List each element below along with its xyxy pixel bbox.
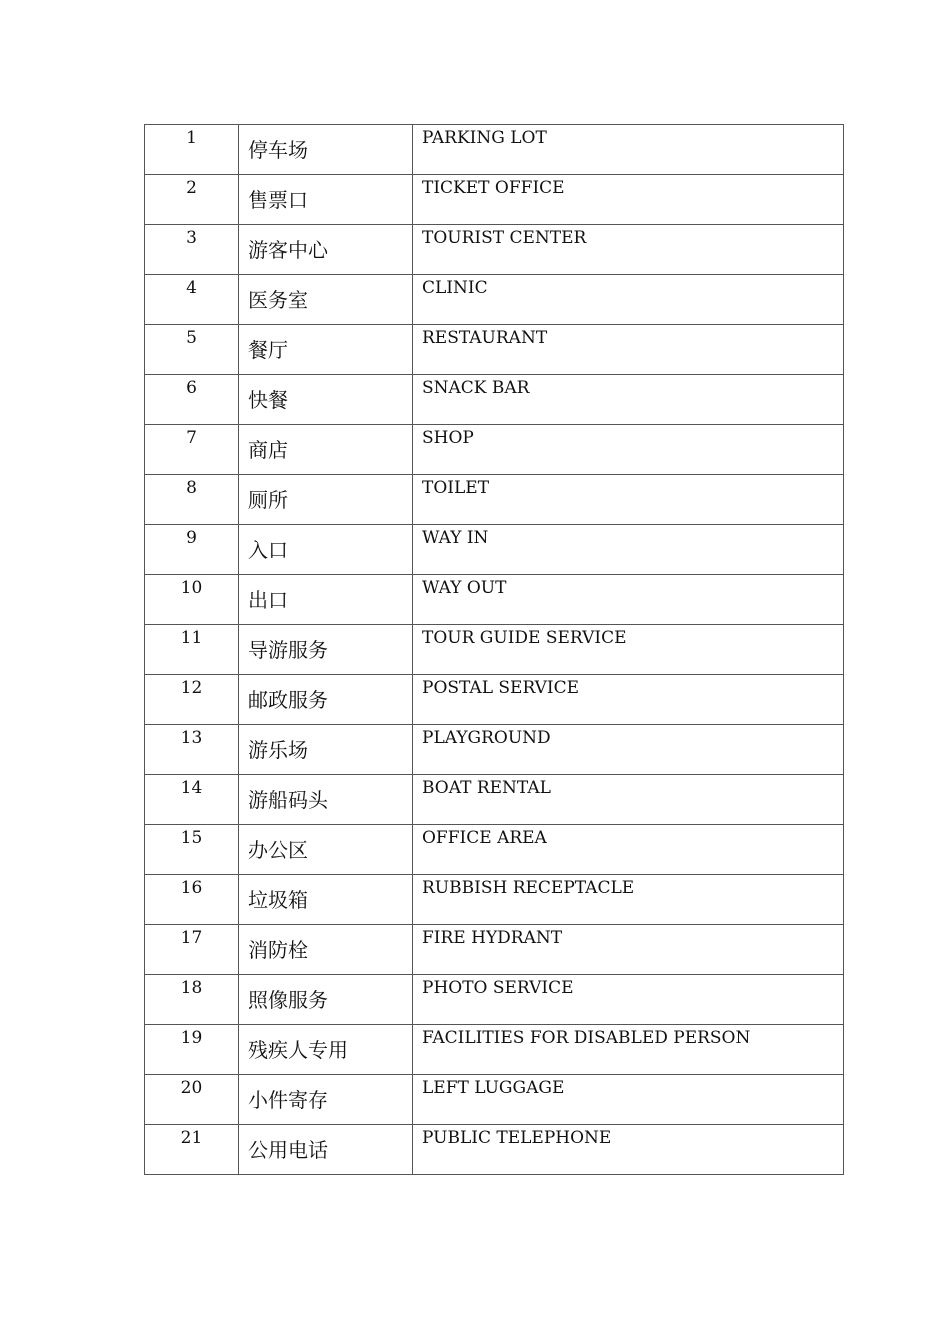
row-number: 21 <box>145 1125 239 1175</box>
english-term: BOAT RENTAL <box>413 775 844 825</box>
chinese-term: 售票口 <box>239 175 413 225</box>
english-term: FIRE HYDRANT <box>413 925 844 975</box>
table-row <box>145 725 844 775</box>
row-number: 5 <box>145 325 239 375</box>
row-number: 17 <box>145 925 239 975</box>
chinese-term: 垃圾箱 <box>239 875 413 925</box>
english-term: PHOTO SERVICE <box>413 975 844 1025</box>
chinese-term: 商店 <box>239 425 413 475</box>
chinese-term: 游乐场 <box>239 725 413 775</box>
table-row <box>145 675 844 725</box>
table-row <box>145 1075 844 1125</box>
table-row <box>145 775 844 825</box>
english-term: OFFICE AREA <box>413 825 844 875</box>
row-number: 16 <box>145 875 239 925</box>
english-term: TOILET <box>413 475 844 525</box>
english-term: SHOP <box>413 425 844 475</box>
table-row <box>145 475 844 525</box>
chinese-term: 残疾人专用 <box>239 1025 413 1075</box>
english-term: SNACK BAR <box>413 375 844 425</box>
chinese-term: 快餐 <box>239 375 413 425</box>
chinese-term: 小件寄存 <box>239 1075 413 1125</box>
english-term: PUBLIC TELEPHONE <box>413 1125 844 1175</box>
english-term: TOURIST CENTER <box>413 225 844 275</box>
english-term: RUBBISH RECEPTACLE <box>413 875 844 925</box>
english-term: TICKET OFFICE <box>413 175 844 225</box>
row-number: 6 <box>145 375 239 425</box>
sign-translation-table <box>144 124 844 1175</box>
row-number: 15 <box>145 825 239 875</box>
english-term: POSTAL SERVICE <box>413 675 844 725</box>
chinese-term: 导游服务 <box>239 625 413 675</box>
chinese-term: 游客中心 <box>239 225 413 275</box>
row-number: 19 <box>145 1025 239 1075</box>
row-number: 12 <box>145 675 239 725</box>
table-row <box>145 825 844 875</box>
chinese-term: 游船码头 <box>239 775 413 825</box>
table-row <box>145 975 844 1025</box>
english-term: WAY IN <box>413 525 844 575</box>
english-term: RESTAURANT <box>413 325 844 375</box>
row-number: 13 <box>145 725 239 775</box>
table-row <box>145 875 844 925</box>
chinese-term: 医务室 <box>239 275 413 325</box>
row-number: 4 <box>145 275 239 325</box>
table-body <box>145 125 844 1175</box>
english-term: FACILITIES FOR DISABLED PERSON <box>413 1025 844 1075</box>
english-term: PLAYGROUND <box>413 725 844 775</box>
chinese-term: 邮政服务 <box>239 675 413 725</box>
table-row <box>145 1125 844 1175</box>
row-number: 11 <box>145 625 239 675</box>
chinese-term: 出口 <box>239 575 413 625</box>
table-row <box>145 425 844 475</box>
table-row <box>145 275 844 325</box>
row-number: 3 <box>145 225 239 275</box>
chinese-term: 餐厅 <box>239 325 413 375</box>
english-term: PARKING LOT <box>413 125 844 175</box>
chinese-term: 消防栓 <box>239 925 413 975</box>
chinese-term: 照像服务 <box>239 975 413 1025</box>
table-row <box>145 575 844 625</box>
table-row <box>145 925 844 975</box>
row-number: 18 <box>145 975 239 1025</box>
table-row <box>145 375 844 425</box>
table-row <box>145 325 844 375</box>
table-row <box>145 625 844 675</box>
table-row <box>145 1025 844 1075</box>
english-term: WAY OUT <box>413 575 844 625</box>
row-number: 14 <box>145 775 239 825</box>
row-number: 10 <box>145 575 239 625</box>
english-term: CLINIC <box>413 275 844 325</box>
table-row <box>145 225 844 275</box>
row-number: 1 <box>145 125 239 175</box>
row-number: 7 <box>145 425 239 475</box>
row-number: 8 <box>145 475 239 525</box>
table-row <box>145 125 844 175</box>
chinese-term: 厕所 <box>239 475 413 525</box>
english-term: TOUR GUIDE SERVICE <box>413 625 844 675</box>
chinese-term: 停车场 <box>239 125 413 175</box>
row-number: 9 <box>145 525 239 575</box>
table-row <box>145 175 844 225</box>
row-number: 2 <box>145 175 239 225</box>
table-row <box>145 525 844 575</box>
chinese-term: 办公区 <box>239 825 413 875</box>
chinese-term: 入口 <box>239 525 413 575</box>
english-term: LEFT LUGGAGE <box>413 1075 844 1125</box>
row-number: 20 <box>145 1075 239 1125</box>
chinese-term: 公用电话 <box>239 1125 413 1175</box>
